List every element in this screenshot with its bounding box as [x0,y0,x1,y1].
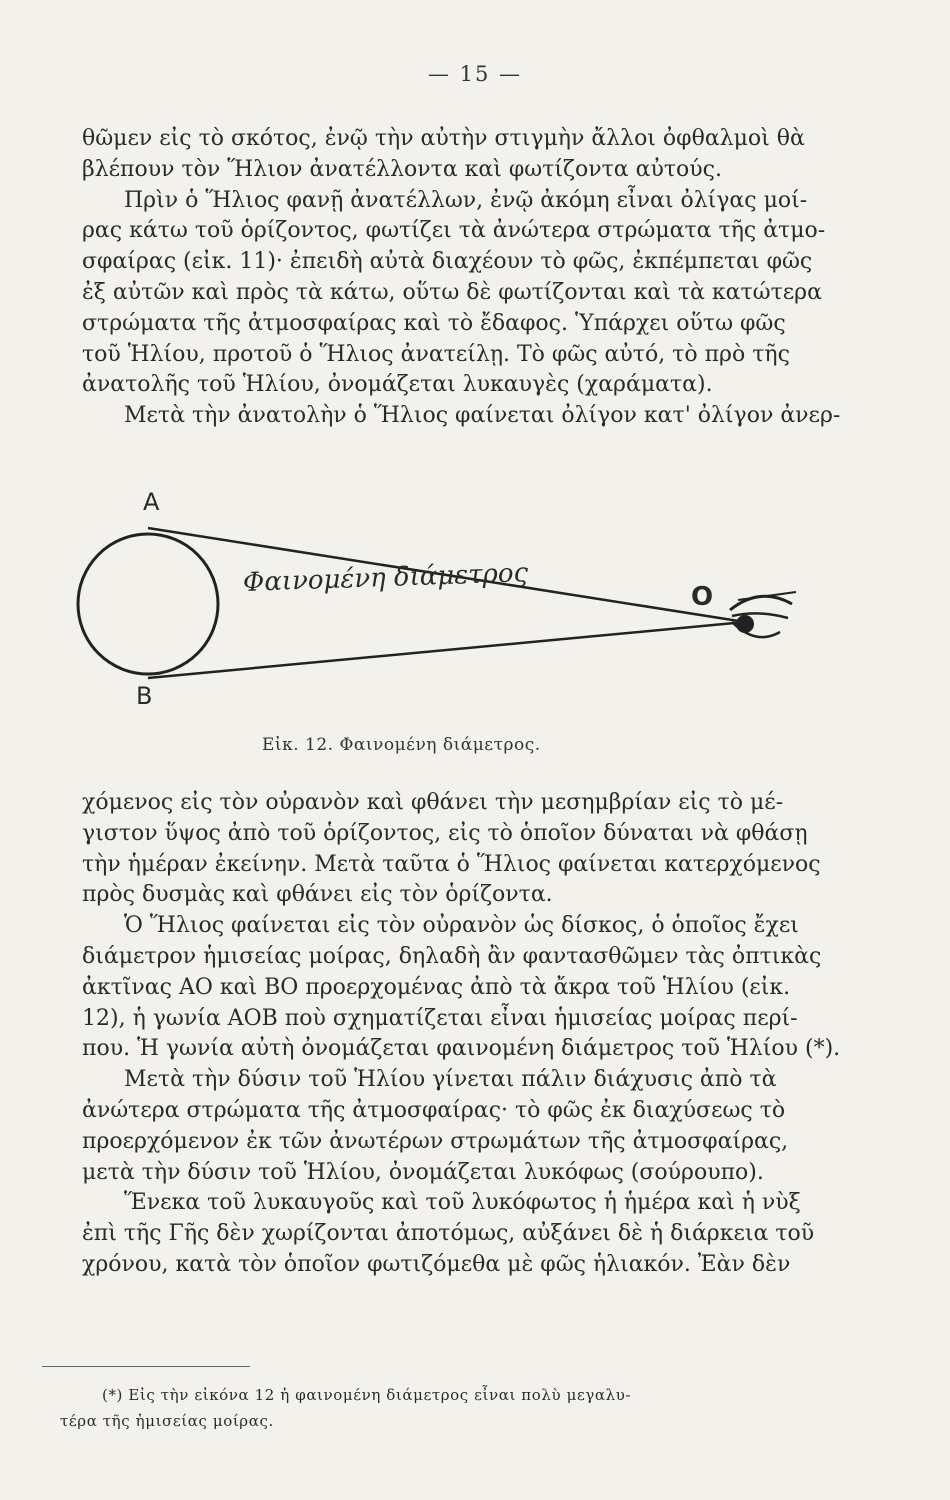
text-line: διάμετρον ἡμισείας μοίρας, δηλαδὴ ἂν φαντασθῶμεν τὰς ὀπτικὰς [82,943,822,969]
apparent-diameter-figure [40,486,840,736]
text-line: βλέπουν τὸν Ἥλιον ἀνατέλλοντα καὶ φωτίζοντα αὐτούς. [82,156,722,182]
text-line: Μετὰ τὴν δύσιν τοῦ Ἡλίου γίνεται πάλιν διάχυσις ἀπὸ τὰ [124,1067,777,1093]
footnote-line: τέρα τῆς ἡμισείας μοίρας. [60,1412,274,1430]
text-line: χόμενος εἰς τὸν οὐρανὸν καὶ φθάνει τὴν μεσημβρίαν εἰς τὸ μέ- [82,790,784,815]
top-text-block [82,124,882,432]
text-line: γιστον ὕψος ἀπὸ τοῦ ὁρίζοντος, εἰς τὸ ὁποῖον δύναται νὰ φθάσῃ [82,820,808,846]
text-line: ἀνώτερα στρώματα τῆς ἀτμοσφαίρας· τὸ φῶς ἐκ διαχύσεως τὸ [82,1097,786,1123]
text-line: θῶμεν εἰς τὸ σκότος, ἐνῷ τὴν αὐτὴν στιγμὴν ἄλλοι ὀφθαλμοὶ θὰ [82,126,805,151]
text-line: μετὰ τὴν δύσιν τοῦ Ἡλίου, ὀνομάζεται λυκόφως (σούρουπο). [82,1159,764,1185]
ray-bo [148,622,745,678]
figure-inner-text: Φαινομένη διάμετρος [242,558,529,598]
text-line: στρώματα τῆς ἀτμοσφαίρας καὶ τὸ ἔδαφος. Ὑπάρχει οὕτω φῶς [82,310,786,336]
page-number: — 15 — [427,62,523,86]
text-line: ἀνατολῆς τοῦ Ἡλίου, ὀνομάζεται λυκαυγὲς (χαράματα). [82,372,713,398]
text-line: 12), ἡ γωνία ΑΟΒ ποὺ σχηματίζεται εἶναι ἡμισείας μοίρας περί- [82,1005,798,1031]
footnote-divider [42,1366,250,1367]
label-b: B [136,682,153,710]
footnote [60,1382,880,1434]
text-line: ἐπὶ τῆς Γῆς δὲν χωρίζονται ἀποτόμως, αὐξάνει δὲ ἡ διάρκεια τοῦ [82,1221,815,1247]
text-line: τὴν ἡμέραν ἐκείνην. Μετὰ ταῦτα ὁ Ἥλιος φαίνεται κατερχόμενος [82,851,821,877]
text-line: πρὸς δυσμὰς καὶ φθάνει εἰς τὸν ὁρίζοντα. [82,882,553,908]
text-line: ἀκτῖνας ΑΟ καὶ ΒΟ προερχομένας ἀπὸ τὰ ἄκρα τοῦ Ἡλίου (εἰκ. [82,974,791,1000]
sun-disk [78,534,218,674]
text-line: τοῦ Ἡλίου, προτοῦ ὁ Ἥλιος ἀνατείλῃ. Τὸ φῶς αὐτό, τὸ πρὸ τῆς [82,341,790,367]
footnote-line: (*) Εἰς τὴν εἰκόνα 12 ἡ φαινομένη διάμετρος εἶναι πολὺ μεγαλυ- [102,1386,632,1404]
bottom-text-block [82,788,882,1281]
text-line: Μετὰ τὴν ἀνατολὴν ὁ Ἥλιος φαίνεται ὀλίγον κατ' ὀλίγον ἀνερ- [124,403,841,429]
text-line: χρόνου, κατὰ τὸν ὁποῖον φωτιζόμεθα μὲ φῶς ἡλιακόν. Ἐὰν δὲν [82,1251,791,1277]
figure-diagram [40,486,840,736]
text-line: Ἕνεκα τοῦ λυκαυγοῦς καὶ τοῦ λυκόφωτος ἡ ἡμέρα καὶ ἡ νὺξ [124,1190,801,1216]
text-line: Πρὶν ὁ Ἥλιος φανῇ ἀνατέλλων, ἐνῷ ἀκόμη εἶναι ὀλίγας μοί- [124,187,808,213]
text-line: σφαίρας (εἰκ. 11)· ἐπειδὴ αὐτὰ διαχέουν τὸ φῶς, ἐκπέμπεται φῶς [82,249,813,275]
label-a: A [143,488,160,516]
label-o: O [691,582,714,612]
text-line: Ὁ Ἥλιος φαίνεται εἰς τὸν οὐρανὸν ὡς δίσκος, ὁ ὁποῖος ἔχει [124,913,799,939]
text-line: ρας κάτω τοῦ ὁρίζοντος, φωτίζει τὰ ἀνώτερα στρώματα τῆς ἀτμο- [82,218,826,244]
text-line: προερχόμενον ἐκ τῶν ἀνωτέρων στρωμάτων τῆς ἀτμοσφαίρας, [82,1128,789,1154]
text-line: που. Ἡ γωνία αὐτὴ ὀνομάζεται φαινομένη διάμετρος τοῦ Ἡλίου (*). [82,1036,841,1062]
figure-caption: Εἰκ. 12. Φαινομένη διάμετρος. [262,735,541,755]
eye-icon [730,592,796,637]
text-line: ἐξ αὐτῶν καὶ πρὸς τὰ κάτω, οὕτω δὲ φωτίζονται καὶ τὰ κατώτερα [82,279,822,305]
